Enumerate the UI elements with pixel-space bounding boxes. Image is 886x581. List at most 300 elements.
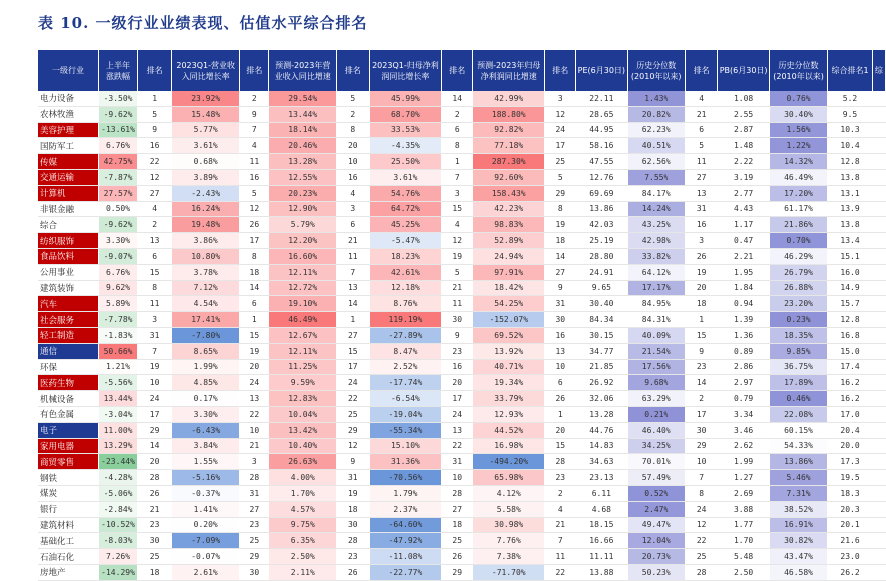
table-cell: 2.11% <box>269 564 337 580</box>
table-cell <box>872 391 885 407</box>
table-cell: -19.04% <box>369 406 442 422</box>
table-cell: 36.75% <box>769 359 827 375</box>
table-cell: 61.17% <box>769 201 827 217</box>
industry-name-cell: 医药生物 <box>38 375 99 391</box>
table-cell: 7 <box>685 470 717 486</box>
table-cell: 21.54% <box>627 343 685 359</box>
table-cell: 0.89 <box>718 343 769 359</box>
table-cell: 4.85% <box>172 375 240 391</box>
table-cell: 31 <box>442 454 473 470</box>
table-cell: 29 <box>545 185 576 201</box>
table-cell: 17 <box>138 406 172 422</box>
table-cell: 42.75% <box>99 154 138 170</box>
table-cell: 10 <box>545 359 576 375</box>
table-cell: 5.79% <box>269 217 337 233</box>
table-cell: 0.94 <box>718 296 769 312</box>
table-cell: 20 <box>545 422 576 438</box>
table-cell: 27 <box>337 327 369 343</box>
table-cell: 21 <box>442 280 473 296</box>
table-cell: 23 <box>138 517 172 533</box>
table-cell: 14 <box>442 91 473 106</box>
table-cell: 13.1 <box>828 185 873 201</box>
table-cell: -9.07% <box>99 248 138 264</box>
table-cell: 20.73% <box>627 549 685 565</box>
table-cell: -4.35% <box>369 138 442 154</box>
table-cell: 30.40 <box>576 296 627 312</box>
table-cell: 44.76 <box>576 422 627 438</box>
table-cell: 7 <box>337 264 369 280</box>
table-cell: 1.99 <box>718 454 769 470</box>
table-cell: 2.21 <box>718 248 769 264</box>
table-cell: 13 <box>685 185 717 201</box>
table-cell: 1 <box>337 312 369 328</box>
industry-name-cell: 国防军工 <box>38 138 99 154</box>
table-cell: 2 <box>545 485 576 501</box>
table-cell: 19.10% <box>269 296 337 312</box>
industry-name-cell: 电子 <box>38 422 99 438</box>
table-cell: 15 <box>240 327 269 343</box>
table-cell: -11.08% <box>369 549 442 565</box>
table-cell: 17 <box>337 359 369 375</box>
table-cell: 1 <box>685 312 717 328</box>
industry-name-cell: 机械设备 <box>38 391 99 407</box>
table-cell: -5.16% <box>172 470 240 486</box>
industry-name-cell: 基础化工 <box>38 533 99 549</box>
table-cell: 14 <box>685 375 717 391</box>
table-cell: 40.09% <box>627 327 685 343</box>
table-cell: 70.01% <box>627 454 685 470</box>
table-row <box>38 485 886 501</box>
table-cell: 7.55% <box>627 169 685 185</box>
table-cell: 8 <box>442 138 473 154</box>
table-cell: 6.76% <box>99 264 138 280</box>
industry-name-cell: 建筑装饰 <box>38 280 99 296</box>
table-cell: 5.89% <box>99 296 138 312</box>
table-cell: 27 <box>545 264 576 280</box>
table-cell: 26 <box>545 391 576 407</box>
table-cell: 54.76% <box>369 185 442 201</box>
table-cell: 13.8 <box>828 169 873 185</box>
table-cell: 42.99% <box>473 91 545 106</box>
table-cell: 23.20% <box>769 296 827 312</box>
table-cell: -27.89% <box>369 327 442 343</box>
table-cell: 12.11% <box>269 343 337 359</box>
table-cell: -7.78% <box>99 312 138 328</box>
table-cell: 12 <box>337 438 369 454</box>
table-cell: 5 <box>545 169 576 185</box>
table-cell: -5.47% <box>369 233 442 249</box>
table-cell: 20.1 <box>828 517 873 533</box>
table-cell: 69.52% <box>473 327 545 343</box>
table-cell: 24 <box>545 122 576 138</box>
table-cell: 31 <box>240 485 269 501</box>
table-cell: 16 <box>240 169 269 185</box>
table-cell: 77.18% <box>473 138 545 154</box>
table-cell <box>872 169 885 185</box>
table-cell: 9.59% <box>269 375 337 391</box>
table-cell: 16.24% <box>172 201 240 217</box>
table-cell: 11 <box>138 296 172 312</box>
table-cell: 1.22% <box>769 138 827 154</box>
table-cell: 42.61% <box>369 264 442 280</box>
table-cell <box>872 564 885 580</box>
industry-name-cell: 通信 <box>38 343 99 359</box>
table-cell: 158.43% <box>473 185 545 201</box>
table-cell: 21 <box>337 233 369 249</box>
table-cell: 17.89% <box>769 375 827 391</box>
table-cell: 13.44% <box>269 106 337 122</box>
industry-name-cell: 建筑材料 <box>38 517 99 533</box>
table-cell: 7.38% <box>473 549 545 565</box>
table-cell: 3.86% <box>172 233 240 249</box>
industry-name-cell: 公用事业 <box>38 264 99 280</box>
table-cell: 43.25% <box>627 217 685 233</box>
table-cell: 18 <box>240 264 269 280</box>
table-cell: 43.47% <box>769 549 827 565</box>
table-cell: 5.48 <box>718 549 769 565</box>
industry-name-cell: 有色金属 <box>38 406 99 422</box>
table-cell: 68.70% <box>369 106 442 122</box>
table-cell: 20 <box>442 375 473 391</box>
table-cell: 64.12% <box>627 264 685 280</box>
table-cell: 10.04% <box>269 406 337 422</box>
column-header: 排名 <box>685 50 717 91</box>
table-cell: -1.83% <box>99 327 138 343</box>
column-header: 历史分位数 (2010年以来) <box>769 50 827 91</box>
ranking-table <box>38 50 886 581</box>
table-cell: 4 <box>685 91 717 106</box>
table-cell: 10.4 <box>828 138 873 154</box>
table-cell: 28 <box>138 470 172 486</box>
table-cell: 84.95% <box>627 296 685 312</box>
table-cell: 1 <box>138 91 172 106</box>
table-cell: -14.29% <box>99 564 138 580</box>
table-cell: 4 <box>545 501 576 517</box>
table-cell: 20.4 <box>828 422 873 438</box>
table-cell: 28.80 <box>576 248 627 264</box>
table-cell: 18.3 <box>828 485 873 501</box>
table-cell: 21.6 <box>828 533 873 549</box>
table-cell: 7 <box>442 169 473 185</box>
table-cell: 34.77 <box>576 343 627 359</box>
table-cell: 2.62 <box>718 438 769 454</box>
table-cell: 8.76% <box>369 296 442 312</box>
table-cell: 30.40% <box>769 106 827 122</box>
table-cell <box>872 327 885 343</box>
table-cell: 8 <box>138 280 172 296</box>
table-cell: 1.41% <box>172 501 240 517</box>
table-cell: 24 <box>138 391 172 407</box>
table-cell: 29 <box>240 549 269 565</box>
industry-name-cell: 综合 <box>38 217 99 233</box>
table-cell: 26 <box>240 217 269 233</box>
table-cell: 12 <box>240 201 269 217</box>
table-cell: 11.25% <box>269 359 337 375</box>
column-header: 综 <box>872 50 885 91</box>
table-row <box>38 359 886 375</box>
table-cell: 26.2 <box>828 564 873 580</box>
table-cell: 23.0 <box>828 549 873 565</box>
table-cell: 12 <box>138 169 172 185</box>
table-cell: 40.51% <box>627 138 685 154</box>
table-cell <box>872 438 885 454</box>
table-cell: 22 <box>138 154 172 170</box>
table-cell: 16.98% <box>473 438 545 454</box>
table-cell: 28 <box>240 470 269 486</box>
table-cell: 0.70% <box>769 233 827 249</box>
table-cell: 21 <box>240 438 269 454</box>
column-header: PE(6月30日) <box>576 50 627 91</box>
table-cell: 13.28 <box>576 406 627 422</box>
table-body <box>38 91 886 580</box>
table-cell: 13.44% <box>99 391 138 407</box>
table-cell: 3.78% <box>172 264 240 280</box>
table-cell: 29 <box>337 422 369 438</box>
table-cell: 5 <box>240 185 269 201</box>
table-cell: 6.35% <box>269 533 337 549</box>
table-cell: 13 <box>138 233 172 249</box>
table-cell <box>872 185 885 201</box>
table-cell: 16.60% <box>269 248 337 264</box>
table-cell: 22 <box>337 391 369 407</box>
table-cell: 10 <box>240 422 269 438</box>
table-cell <box>872 485 885 501</box>
table-cell: 46.29% <box>769 248 827 264</box>
table-cell <box>872 470 885 486</box>
table-cell: 50.23% <box>627 564 685 580</box>
table-cell: 40.71% <box>473 359 545 375</box>
table-cell: -152.07% <box>473 312 545 328</box>
table-row <box>38 169 886 185</box>
table-cell: 6 <box>138 248 172 264</box>
table-cell: 97.91% <box>473 264 545 280</box>
table-row <box>38 106 886 122</box>
table-cell: 2 <box>442 106 473 122</box>
table-cell: 16 <box>442 359 473 375</box>
table-cell: 17 <box>240 233 269 249</box>
column-header: 预测-2023年归母 净利润同比增速 <box>473 50 545 91</box>
table-cell: 0.68% <box>172 154 240 170</box>
table-cell: 2 <box>240 91 269 106</box>
table-cell: 52.89% <box>473 233 545 249</box>
table-cell: 10.40% <box>269 438 337 454</box>
column-header: 2023Q1-归母净利 润同比增长率 <box>369 50 442 91</box>
table-cell: 27 <box>138 185 172 201</box>
table-cell: -71.70% <box>473 564 545 580</box>
table-cell: 0.20% <box>172 517 240 533</box>
table-cell: 9.62% <box>99 280 138 296</box>
table-cell: -22.77% <box>369 564 442 580</box>
table-cell: 58.16 <box>576 138 627 154</box>
table-cell: 30 <box>138 533 172 549</box>
table-cell: 18 <box>337 501 369 517</box>
industry-name-cell: 家用电器 <box>38 438 99 454</box>
table-cell <box>872 106 885 122</box>
table-cell: 65.98% <box>473 470 545 486</box>
column-header: 预测-2023年营 业收入同比增速 <box>269 50 337 91</box>
table-cell: 21.86% <box>769 217 827 233</box>
table-cell: 3.30% <box>99 233 138 249</box>
table-cell: 1.84 <box>718 280 769 296</box>
table-cell: 17.41% <box>172 312 240 328</box>
industry-name-cell: 纺织服饰 <box>38 233 99 249</box>
table-cell <box>872 375 885 391</box>
table-cell: 1.56% <box>769 122 827 138</box>
industry-name-cell: 非银金融 <box>38 201 99 217</box>
table-cell: -2.84% <box>99 501 138 517</box>
table-cell: 17.3 <box>828 454 873 470</box>
industry-name-cell: 食品饮料 <box>38 248 99 264</box>
table-cell: 27 <box>442 501 473 517</box>
table-row <box>38 138 886 154</box>
table-cell: -0.07% <box>172 549 240 565</box>
table-cell: 16.2 <box>828 391 873 407</box>
table-cell: 5 <box>685 138 717 154</box>
industry-name-cell: 钢铁 <box>38 470 99 486</box>
table-cell: 2.69 <box>718 485 769 501</box>
table-cell: 9.5 <box>828 106 873 122</box>
table-cell: 11 <box>240 154 269 170</box>
table-cell <box>872 359 885 375</box>
table-cell: 15 <box>138 264 172 280</box>
table-cell: -64.60% <box>369 517 442 533</box>
table-cell: 15.7 <box>828 296 873 312</box>
table-cell: 19.5 <box>828 470 873 486</box>
table-cell: 16.91% <box>769 517 827 533</box>
table-cell: 9 <box>138 122 172 138</box>
table-cell: 33.53% <box>369 122 442 138</box>
table-cell: 24 <box>240 375 269 391</box>
table-cell: 13.42% <box>269 422 337 438</box>
industry-name-cell: 社会服务 <box>38 312 99 328</box>
table-cell: 16.8 <box>828 327 873 343</box>
column-header: 一级行业 <box>38 50 99 91</box>
table-cell: 1 <box>442 154 473 170</box>
table-cell: 25 <box>545 154 576 170</box>
table-cell: 16 <box>337 169 369 185</box>
table-cell: 8 <box>685 485 717 501</box>
table-cell: 3 <box>138 312 172 328</box>
table-cell: 62.56% <box>627 154 685 170</box>
table-cell: 22.08% <box>769 406 827 422</box>
table-cell: 26 <box>138 485 172 501</box>
table-cell: -7.09% <box>172 533 240 549</box>
table-cell: 11.00% <box>99 422 138 438</box>
table-cell: 5.46% <box>769 470 827 486</box>
table-cell: 3.84% <box>172 438 240 454</box>
table-cell: 30 <box>337 517 369 533</box>
table-header-row <box>38 50 886 91</box>
table-row <box>38 185 886 201</box>
table-cell: 3 <box>545 91 576 106</box>
table-cell: 4.00% <box>269 470 337 486</box>
table-cell: 34.25% <box>627 438 685 454</box>
table-cell: 8 <box>240 248 269 264</box>
table-cell <box>872 296 885 312</box>
table-cell <box>872 343 885 359</box>
table-cell: 19 <box>545 217 576 233</box>
table-cell <box>872 248 885 264</box>
table-cell: 26 <box>442 549 473 565</box>
table-cell: 14.24% <box>627 201 685 217</box>
table-cell: 6.76% <box>99 138 138 154</box>
table-cell: 16.0 <box>828 264 873 280</box>
table-cell: 63.29% <box>627 391 685 407</box>
table-cell: 0.17% <box>172 391 240 407</box>
table-cell: 2.61% <box>172 564 240 580</box>
table-cell: 3.30% <box>172 406 240 422</box>
column-header: 排名 <box>240 50 269 91</box>
table-cell: 19.34% <box>473 375 545 391</box>
table-cell: 18.35% <box>769 327 827 343</box>
table-cell: 20 <box>138 454 172 470</box>
table-cell: 7.31% <box>769 485 827 501</box>
table-cell: 8 <box>545 201 576 217</box>
table-cell: 4 <box>240 138 269 154</box>
industry-name-cell: 交通运输 <box>38 169 99 185</box>
table-cell: 12.90% <box>269 201 337 217</box>
table-cell: 1.95 <box>718 264 769 280</box>
table-cell: 4.68 <box>576 501 627 517</box>
table-cell: 2 <box>337 106 369 122</box>
table-row <box>38 501 886 517</box>
table-cell: 47.55 <box>576 154 627 170</box>
table-cell: 15 <box>337 343 369 359</box>
table-cell <box>872 217 885 233</box>
column-header: PB(6月30日) <box>718 50 769 91</box>
table-cell: 0.23% <box>769 312 827 328</box>
table-cell: 2.52% <box>369 359 442 375</box>
table-cell: 12.76 <box>576 169 627 185</box>
table-cell: 30.82% <box>769 533 827 549</box>
table-cell: 12.72% <box>269 280 337 296</box>
table-cell: 13.86 <box>576 201 627 217</box>
table-cell: 12.8 <box>828 312 873 328</box>
table-cell: 25 <box>240 533 269 549</box>
table-cell: 26.63% <box>269 454 337 470</box>
industry-name-cell: 石油石化 <box>38 549 99 565</box>
table-cell: 21.85 <box>576 359 627 375</box>
table-cell: 28 <box>442 485 473 501</box>
table-cell: -9.62% <box>99 106 138 122</box>
table-cell: 25.19 <box>576 233 627 249</box>
table-cell: 46.49% <box>769 169 827 185</box>
table-cell: 17.4 <box>828 359 873 375</box>
table-cell: 10.3 <box>828 122 873 138</box>
table-cell: 9 <box>240 106 269 122</box>
table-row <box>38 549 886 565</box>
table-row <box>38 217 886 233</box>
table-cell: 13.29% <box>99 438 138 454</box>
table-cell: 14.9 <box>828 280 873 296</box>
table-cell <box>872 406 885 422</box>
table-cell: 45.25% <box>369 217 442 233</box>
table-cell: 84.17% <box>627 185 685 201</box>
table-cell: 1.08 <box>718 91 769 106</box>
table-cell: 12.67% <box>269 327 337 343</box>
table-cell: 2.97 <box>718 375 769 391</box>
table-cell: -0.37% <box>172 485 240 501</box>
table-cell: 13.9 <box>828 201 873 217</box>
table-cell: 3.19 <box>718 169 769 185</box>
table-cell <box>872 91 885 106</box>
table-cell: 19 <box>337 485 369 501</box>
table-cell: 16 <box>685 217 717 233</box>
table-cell: 4 <box>337 185 369 201</box>
table-cell: 28.65 <box>576 106 627 122</box>
table-cell: 30.15 <box>576 327 627 343</box>
table-cell: 23.13 <box>576 470 627 486</box>
